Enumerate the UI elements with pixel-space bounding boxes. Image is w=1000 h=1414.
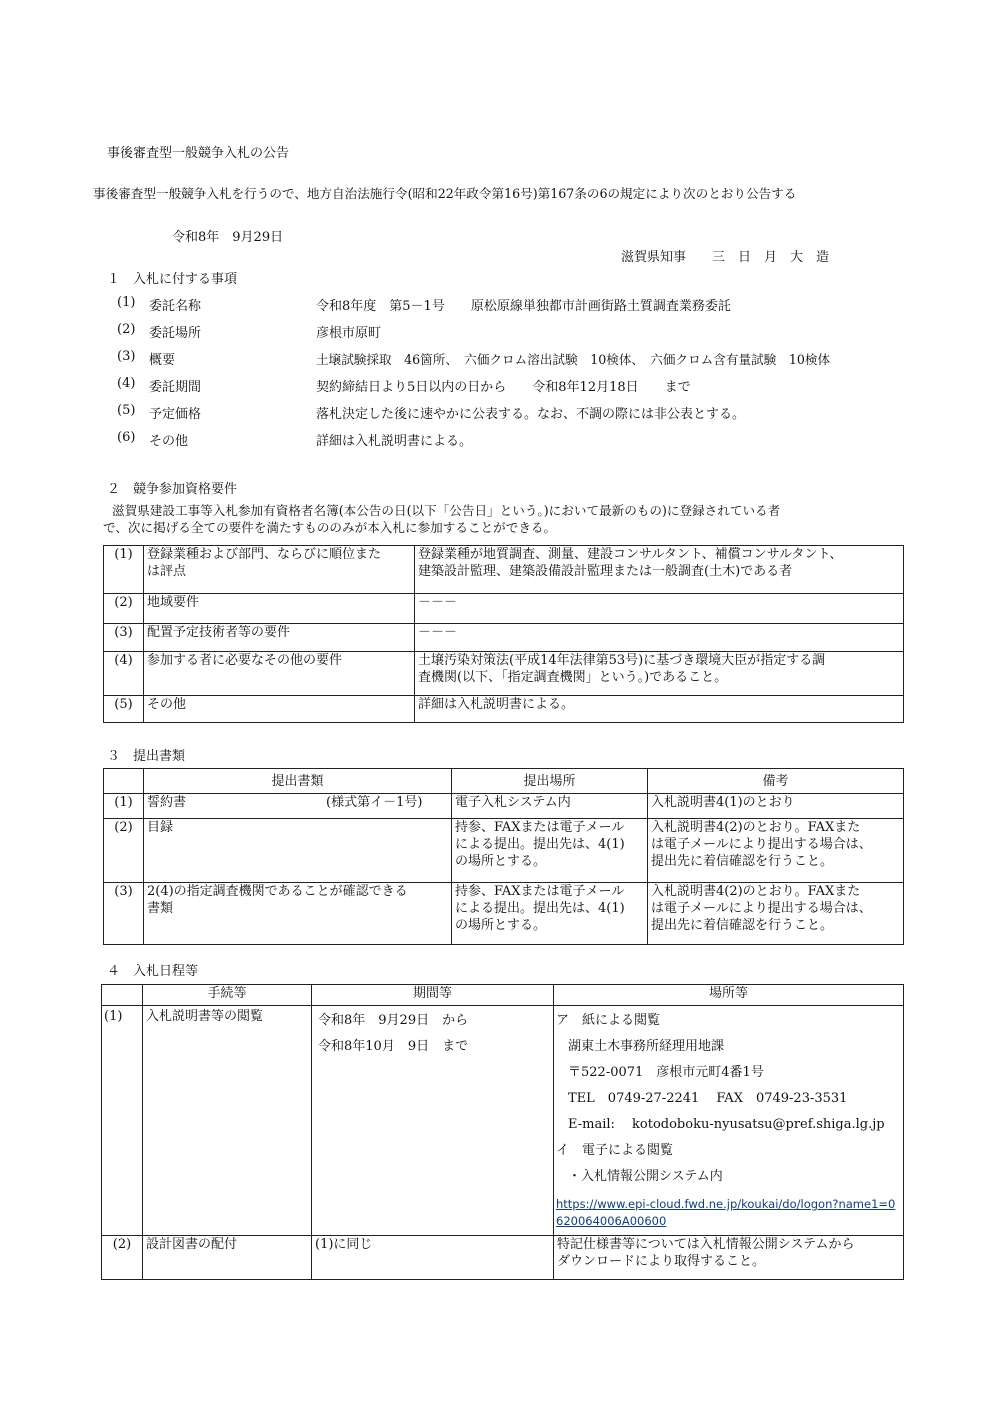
- note-line: 提出先に着信確認を行うこと。: [651, 918, 834, 933]
- table-row: [104, 546, 904, 594]
- item-number: (3): [117, 349, 136, 364]
- row-number: (4): [104, 652, 144, 696]
- place-line: 持参、FAXまたは電子メール: [455, 820, 625, 835]
- item-value: 契約締結日より5日以内の日から 令和8年12月18日 まで: [316, 380, 691, 395]
- row-number: (1): [104, 794, 144, 819]
- procedure-cell: 入札説明書等の閲覧: [143, 1006, 312, 1236]
- table-row: [104, 594, 904, 624]
- place-cell: [554, 1236, 904, 1280]
- row-label-line1: 登録業種および部門、ならびに順位また: [147, 547, 382, 562]
- procedure-cell: 設計図書の配付: [143, 1236, 312, 1280]
- section2-heading: ２ 競争参加資格要件: [107, 482, 238, 497]
- header-blank: [104, 769, 144, 794]
- doc-line: 書類: [147, 901, 174, 916]
- section1-heading: １ 入札に付する事項: [107, 272, 238, 287]
- row-label: 参加する者に必要なその他の要件: [144, 652, 415, 696]
- section2-text-line2: で、次に掲げる全ての要件を満たすもののみが本入札に参加することができる。: [103, 520, 557, 535]
- office-phone-fax: TEL 0749-27-2241 FAX 0749-23-3531: [568, 1091, 848, 1106]
- system-name: ・入札情報公開システム内: [568, 1169, 723, 1184]
- schedule-table: [101, 984, 904, 1280]
- row-value: 詳細は入札説明書による。: [415, 696, 904, 723]
- section2-text-line1: 滋賀県建設工事等入札参加有資格者名簿(本公告の日(以下「公告日」という。)において最新のもの)に登録されている者: [112, 503, 781, 518]
- item-number: (6): [117, 430, 136, 445]
- item-number: (1): [117, 295, 136, 310]
- place-line: の場所とする。: [455, 854, 547, 869]
- place-line: 持参、FAXまたは電子メール: [455, 884, 625, 899]
- row-value: －－－: [415, 624, 904, 652]
- place-cell: [554, 1006, 904, 1236]
- row-label-line2: は評点: [147, 564, 187, 579]
- row-number: (2): [102, 1236, 143, 1280]
- doc-cell: 目録: [144, 819, 452, 883]
- item-value: 彦根市原町: [316, 326, 382, 341]
- note-line: 提出先に着信確認を行うこと。: [651, 854, 834, 869]
- notice-date: 令和8年 9月29日: [172, 230, 284, 245]
- table-row: [104, 883, 904, 945]
- column-header: 手続等: [143, 985, 312, 1006]
- header-blank: [102, 985, 143, 1006]
- note-line: 入札説明書4(2)のとおり。FAXまた: [651, 884, 861, 899]
- table-row: [104, 652, 904, 696]
- column-header: 提出場所: [452, 769, 648, 794]
- row-value-line2: 査機関(以下、「指定調査機関」という。)であること。: [418, 670, 728, 685]
- row-number: (1): [104, 546, 144, 594]
- period-cell: [312, 1006, 554, 1236]
- row-label: 配置予定技術者等の要件: [144, 624, 415, 652]
- item-number: (4): [117, 376, 136, 391]
- item-label: 委託名称: [149, 299, 202, 314]
- doc-form-note: (様式第イ－1号): [326, 795, 423, 810]
- place-line: による提出。提出先は、4(1): [455, 837, 625, 852]
- office-email: E-mail: kotodoboku-nyusatsu@pref.shiga.lg.jp: [568, 1117, 885, 1132]
- column-header: 期間等: [312, 985, 554, 1006]
- place-cell: [452, 883, 648, 945]
- place-line: 特記仕様書等については入札情報公開システムから: [557, 1237, 855, 1252]
- place-cell: 電子入札システム内: [452, 794, 648, 819]
- doc-cell: [144, 794, 452, 819]
- item-label: その他: [149, 434, 189, 449]
- paper-viewing-label: ア 紙による閲覧: [556, 1013, 661, 1028]
- documents-table: [103, 768, 904, 945]
- row-value: [415, 546, 904, 594]
- table-row: [104, 819, 904, 883]
- qualification-table: [103, 545, 904, 723]
- column-header: 備考: [648, 769, 904, 794]
- system-url-link[interactable]: https://www.epi-cloud.fwd.ne.jp/koukai/do/logon?name1=0620064006A00600: [556, 1197, 896, 1228]
- office-address: 〒522-0071 彦根市元町4番1号: [568, 1065, 764, 1080]
- item-label: 概要: [149, 353, 176, 368]
- row-value-line1: 土壌汚染対策法(平成14年法律第53号)に基づき環境大臣が指定する調: [418, 653, 826, 668]
- item-label: 委託場所: [149, 326, 202, 341]
- row-number: (3): [104, 883, 144, 945]
- issuer: 滋賀県知事 三 日 月 大 造: [621, 250, 830, 265]
- row-number: (1): [102, 1006, 143, 1236]
- row-label: その他: [144, 696, 415, 723]
- item-value: 令和8年度 第5－1号 原松原線単独都市計画街路土質調査業務委託: [316, 299, 731, 314]
- doc-cell: [144, 883, 452, 945]
- place-line: による提出。提出先は、4(1): [455, 901, 625, 916]
- note-line: は電子メールにより提出する場合は、: [651, 837, 872, 852]
- row-number: (2): [104, 819, 144, 883]
- item-label: 委託期間: [149, 380, 202, 395]
- table-row: [102, 1006, 904, 1236]
- item-value: 詳細は入札説明書による。: [316, 434, 473, 449]
- document-title: 事後審査型一般競争入札の公告: [107, 146, 290, 161]
- doc-line: 2(4)の指定調査機関であることが確認できる: [147, 884, 408, 899]
- note-line: は電子メールにより提出する場合は、: [651, 901, 872, 916]
- period-end: 令和8年10月 9日 まで: [318, 1039, 469, 1054]
- intro-text: 事後審査型一般競争入札を行うので、地方自治法施行令(昭和22年政令第16号)第167条の6の規定により次のとおり公告する: [93, 186, 797, 201]
- row-number: (5): [104, 696, 144, 723]
- period-start: 令和8年 9月29日 から: [318, 1013, 469, 1028]
- item-value: 落札決定した後に速やかに公表する。なお、不調の際には非公表とする。: [316, 407, 746, 422]
- column-header: 場所等: [554, 985, 904, 1006]
- row-value: [415, 652, 904, 696]
- row-label: [144, 546, 415, 594]
- row-value: －－－: [415, 594, 904, 624]
- place-line: ダウンロードにより取得すること。: [557, 1254, 766, 1269]
- row-label: 地域要件: [144, 594, 415, 624]
- table-header-row: [104, 769, 904, 794]
- table-row: [104, 624, 904, 652]
- table-header-row: [102, 985, 904, 1006]
- row-number: (2): [104, 594, 144, 624]
- table-row: [104, 696, 904, 723]
- section4-heading: ４ 入札日程等: [107, 964, 199, 979]
- period-cell: (1)に同じ: [312, 1236, 554, 1280]
- electronic-viewing-label: イ 電子による閲覧: [556, 1143, 674, 1158]
- note-cell: 入札説明書4(1)のとおり: [648, 794, 904, 819]
- office-name: 湖東土木事務所経理用地課: [568, 1039, 725, 1054]
- row-value-line1: 登録業種が地質調査、測量、建設コンサルタント、補償コンサルタント、: [418, 547, 843, 562]
- note-cell: [648, 819, 904, 883]
- place-cell: [452, 819, 648, 883]
- place-line: の場所とする。: [455, 918, 547, 933]
- item-number: (2): [117, 322, 136, 337]
- section3-heading: ３ 提出書類: [107, 749, 186, 764]
- table-row: [104, 794, 904, 819]
- table-row: [102, 1236, 904, 1280]
- note-cell: [648, 883, 904, 945]
- row-value-line2: 建築設計監理、建築設備設計監理または一般調査(土木)である者: [418, 564, 793, 579]
- note-line: 入札説明書4(2)のとおり。FAXまた: [651, 820, 861, 835]
- row-number: (3): [104, 624, 144, 652]
- column-header: 提出書類: [144, 769, 452, 794]
- doc-name: 誓約書: [147, 795, 187, 810]
- item-number: (5): [117, 403, 136, 418]
- item-value: 土壌試験採取 46箇所、 六価クロム溶出試験 10検体、 六価クロム含有量試験 10検体: [316, 352, 831, 367]
- item-label: 予定価格: [149, 407, 202, 422]
